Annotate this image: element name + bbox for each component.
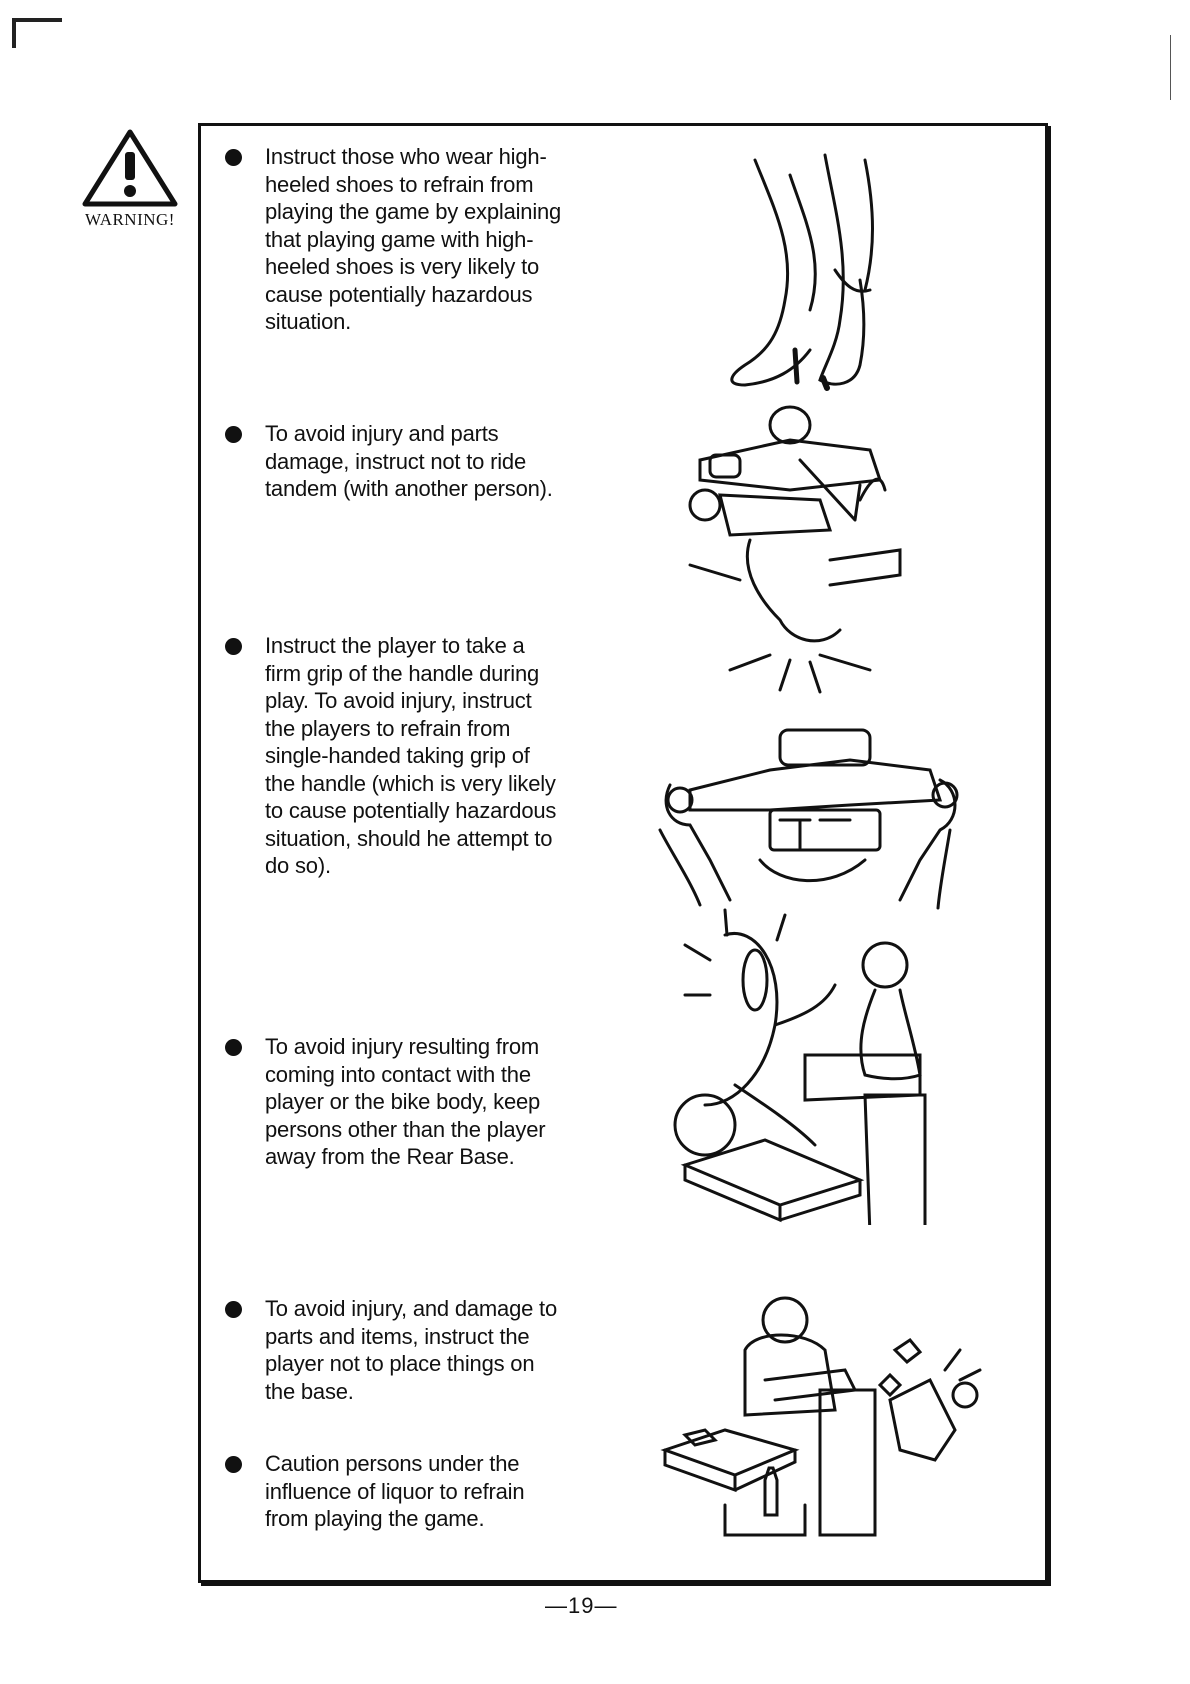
list-item (225, 420, 620, 503)
item-text: To avoid injury resulting from coming into contact with the player or the bike body, keep persons other than the player away from the Rear Base. (265, 1034, 546, 1169)
item-text: To avoid injury, and damage to parts and items, instruct the player not to place things on the base. (265, 1296, 557, 1404)
list-item (225, 1450, 620, 1533)
list-item (225, 143, 620, 336)
scan-corner-mark (12, 18, 16, 48)
list-item (225, 632, 620, 880)
item-text: To avoid injury and parts damage, instruct not to ride tandem (with another person). (265, 421, 553, 501)
item-text: Caution persons under the influence of liquor to refrain from playing the game. (265, 1451, 525, 1531)
bullet-icon (225, 149, 242, 166)
bullet-icon (225, 426, 242, 443)
scan-edge-line (1170, 35, 1171, 100)
item-text: Instruct those who wear high- heeled shoes to refrain from playing the game by explaining that playing game with high- heeled shoes is very likely to cause potentially hazardous situation. (265, 144, 562, 334)
bullet-icon (225, 1456, 242, 1473)
warning-label: WARNING! (85, 210, 175, 229)
two-handed-grip-illustration (650, 710, 970, 910)
list-item (225, 1295, 620, 1405)
things-on-base-illustration (645, 1290, 995, 1540)
list-item (225, 1033, 620, 1171)
rear-base-contact-illustration (665, 905, 965, 1225)
warning-triangle-icon (82, 128, 178, 208)
bullet-icon (225, 1039, 242, 1056)
scan-corner-mark (12, 18, 62, 22)
bullet-icon (225, 1301, 242, 1318)
high-heeled-shoes-illustration (715, 150, 915, 400)
bullet-icon (225, 638, 242, 655)
page-number: —19— (545, 1593, 618, 1618)
warning-sign (82, 128, 182, 230)
item-text: Instruct the player to take a firm grip of the handle during play. To avoid injury, instruct the players to refrain from single-handed taking grip of the handle (which is very likely to cause potentially hazardous situation, should he attempt to do so). (265, 633, 557, 878)
tandem-riding-illustration (670, 400, 920, 700)
